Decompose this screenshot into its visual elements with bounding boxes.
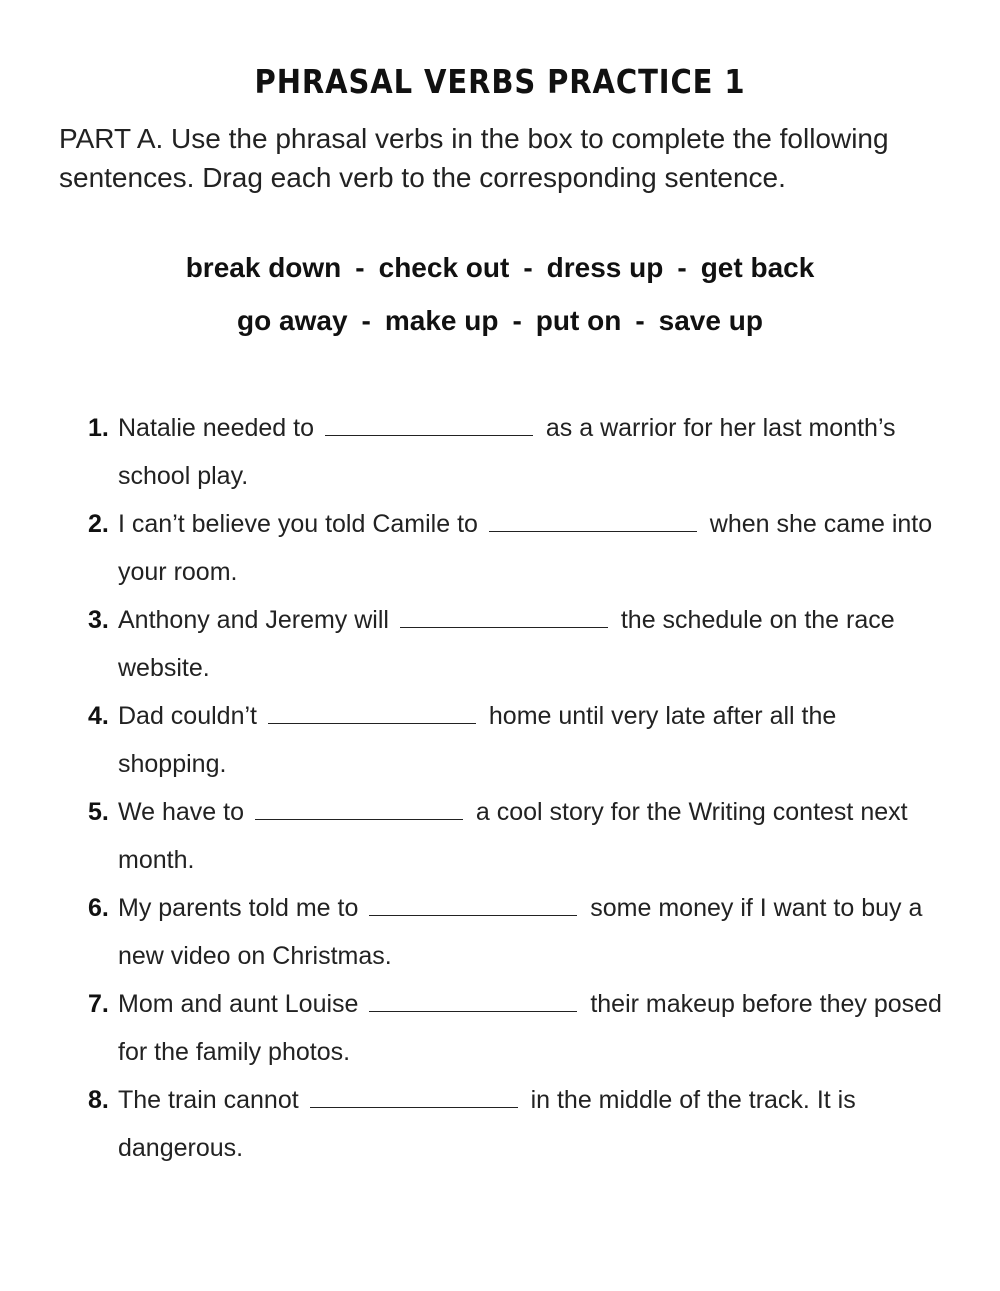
answer-blank-2[interactable] [489,509,697,532]
question-8 [88,1076,968,1172]
word-bank-row-1 [0,252,1000,284]
instructions-text: PART A. Use the phrasal verbs in the box to complete the following sentences. Drag each verb to the corresponding sentence. [59,123,889,193]
word-separator: - [512,305,522,336]
question-5 [88,788,968,884]
question-text-after: their makeup before they posed for the family photos. [118,990,942,1066]
question-text-after: some money if I want to buy a new video on Christmas. [118,894,923,970]
question-number: 5. [88,798,109,826]
word-chip-save-up[interactable]: save up [658,305,763,336]
question-text-after: a cool story for the Writing contest next month. [118,798,908,874]
question-number: 7. [88,990,109,1018]
word-separator: - [361,305,371,336]
question-text [118,788,948,884]
answer-blank-4[interactable] [268,701,476,724]
question-text-after: in the middle of the track. It is dangerous. [118,1086,856,1162]
question-list [88,404,968,1172]
question-text-before: Dad couldn’t [118,702,264,730]
word-chip-make-up[interactable]: make up [384,305,499,336]
question-number: 3. [88,606,109,634]
word-separator: - [523,252,533,283]
word-chip-check-out[interactable]: check out [378,252,510,283]
question-text [118,980,948,1076]
answer-blank-3[interactable] [400,605,608,628]
answer-blank-1[interactable] [325,413,533,436]
word-chip-break-down[interactable]: break down [185,252,342,283]
question-6 [88,884,968,980]
question-3 [88,596,968,692]
answer-blank-5[interactable] [255,797,463,820]
question-text-before: Mom and aunt Louise [118,990,366,1018]
question-1 [88,404,968,500]
question-text [118,692,948,788]
word-chip-dress-up[interactable]: dress up [546,252,664,283]
question-text-before: Anthony and Jeremy will [118,606,396,634]
question-text-before: My parents told me to [118,894,366,922]
question-text [118,500,948,596]
question-2 [88,500,968,596]
word-bank-row-2 [0,305,1000,337]
question-text-after: home until very late after all the shopping. [118,702,837,778]
question-text-after: as a warrior for her last month’s school play. [118,414,896,490]
word-chip-get-back[interactable]: get back [700,252,815,283]
question-number: 8. [88,1086,109,1114]
question-text-before: Natalie needed to [118,414,321,442]
question-text-before: We have to [118,798,251,826]
question-number: 6. [88,894,109,922]
question-text [118,1076,948,1172]
question-4 [88,692,968,788]
word-chip-go-away[interactable]: go away [237,305,348,336]
question-text [118,404,948,500]
question-text-before: The train cannot [118,1086,306,1114]
question-text [118,596,948,692]
question-text-before: I can’t believe you told Camile to [118,510,485,538]
word-separator: - [677,252,687,283]
word-separator: - [355,252,365,283]
answer-blank-7[interactable] [369,989,577,1012]
word-separator: - [635,305,645,336]
question-number: 2. [88,510,109,538]
answer-blank-8[interactable] [310,1085,518,1108]
question-number: 4. [88,702,109,730]
question-text-after: the schedule on the race website. [118,606,895,682]
question-number: 1. [88,414,109,442]
question-text-after: when she came into your room. [118,510,933,586]
word-chip-put-on[interactable]: put on [535,305,622,336]
answer-blank-6[interactable] [369,893,577,916]
page-title: PHRASAL VERBS PRACTICE 1 [254,62,746,101]
question-7 [88,980,968,1076]
question-text [118,884,948,980]
